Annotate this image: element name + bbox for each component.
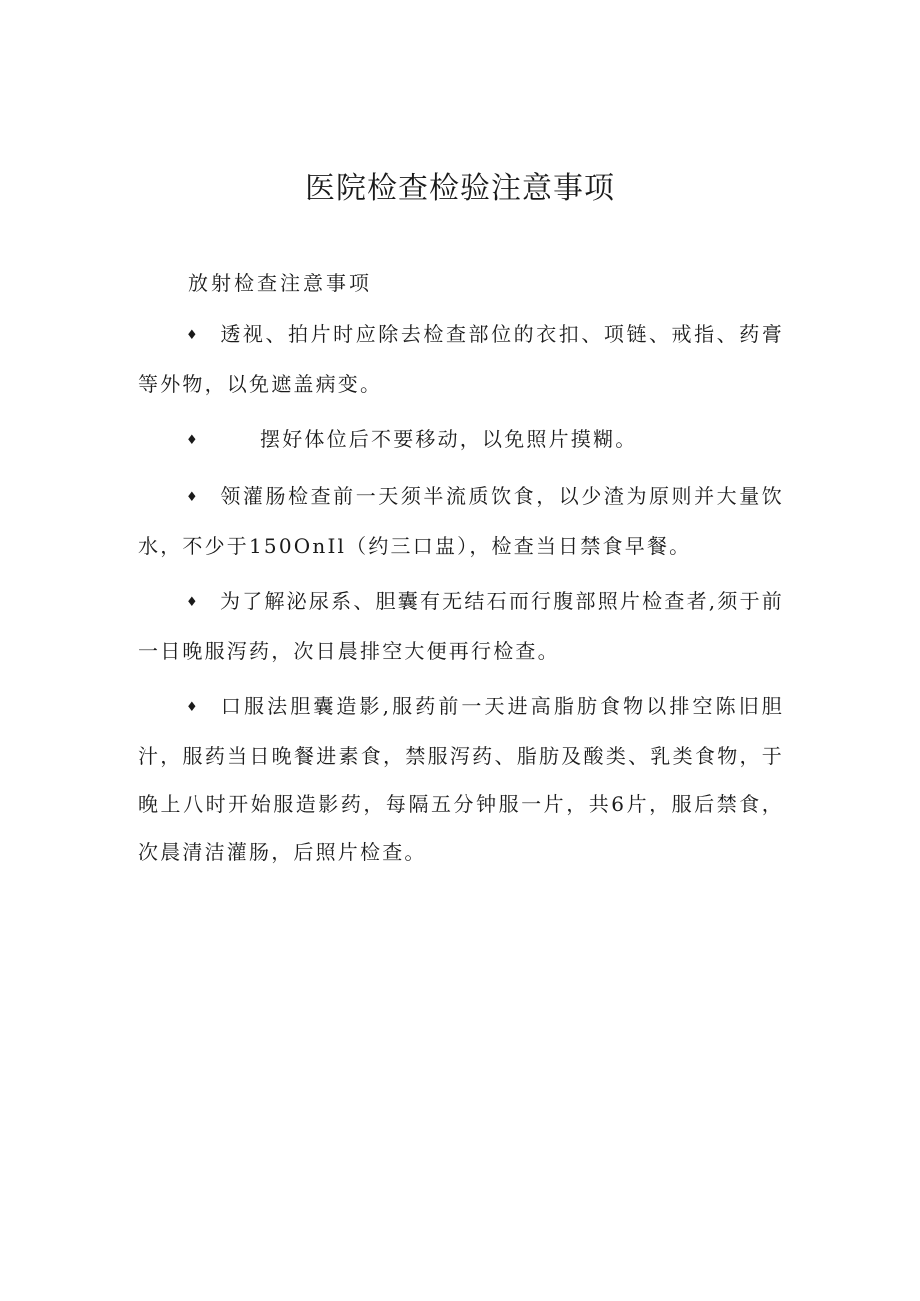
notice-item (138, 310, 784, 408)
notice-list (138, 310, 784, 883)
notice-item (138, 415, 784, 465)
notice-item (138, 577, 784, 675)
section-heading: 放射检查注意事项 (188, 271, 372, 295)
diamond-bullet-icon: ♦ (186, 700, 200, 715)
notice-item-text: 领灌肠检查前一天须半流质饮食，以少渣为原则并大量饮水，不少于150OnIl（约三口盅），检查当日禁食早餐。 (138, 484, 784, 558)
diamond-bullet-icon: ♦ (186, 490, 200, 505)
notice-item-text: 摆好体位后不要移动，以免照片摸糊。 (260, 427, 638, 451)
notice-item (138, 682, 784, 876)
notice-item-text: 口服法胆囊造影,服药前一天进高脂肪食物以排空陈旧胆汁，服药当日晚餐进素食，禁服泻药、脂肪及酸类、乳类食物，于晚上八时开始服造影药，每隔五分钟服一片，共6片，服后禁食，次晨清洁灌肠，后照片检查。 (138, 694, 784, 864)
notice-item-text: 为了解泌尿系、胆囊有无结石而行腹部照片检查者,须于前一日晚服泻药，次日晨排空大便再行检查。 (138, 589, 784, 663)
document-title: 医院检查检验注意事项 (305, 171, 615, 206)
diamond-bullet-icon: ♦ (186, 595, 200, 610)
diamond-bullet-icon: ♦ (186, 433, 200, 448)
notice-item-text: 透视、拍片时应除去检查部位的衣扣、项链、戒指、药膏等外物，以免遮盖病变。 (138, 322, 784, 396)
notice-item (138, 472, 784, 570)
diamond-bullet-icon: ♦ (186, 328, 200, 343)
